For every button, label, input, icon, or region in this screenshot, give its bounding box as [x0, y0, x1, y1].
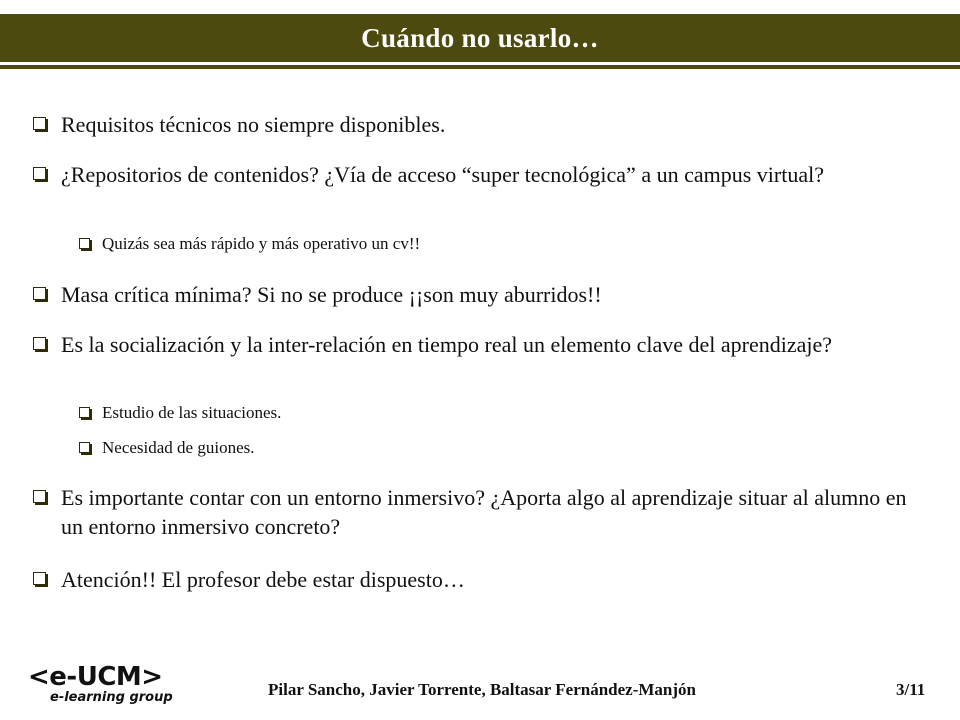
- square-bullet-icon: [33, 287, 46, 300]
- square-bullet-icon: [79, 442, 90, 453]
- footer-authors: Pilar Sancho, Javier Torrente, Baltasar Fernández-Manjón: [268, 680, 696, 699]
- slide-title: Cuándo no usarlo…: [361, 22, 599, 53]
- bullet-item: [33, 160, 913, 189]
- bullet-text: Es importante contar con un entorno inmersivo? ¿Aporta algo al aprendizaje situar al alumno en un entorno inmersivo concreto?: [61, 485, 907, 539]
- bullet-item: [33, 483, 913, 541]
- sub-bullet-item: [79, 401, 899, 425]
- sub-bullet-text: Necesidad de guiones.: [102, 438, 255, 457]
- bullet-item: [33, 110, 913, 139]
- square-bullet-icon: [33, 337, 46, 350]
- bullet-text: Es la socialización y la inter-relación en tiempo real un elemento clave del aprendizaje?: [61, 332, 833, 357]
- sub-bullet-item: [79, 436, 899, 460]
- square-bullet-icon: [79, 238, 90, 249]
- page-number: 3/11: [896, 680, 926, 699]
- sub-bullet-item: [79, 232, 899, 256]
- sub-bullet-text: Quizás sea más rápido y más operativo un cv!!: [102, 234, 421, 253]
- eucm-logo: [28, 662, 173, 710]
- bullet-item: [33, 280, 913, 309]
- bullet-text: Requisitos técnicos no siempre disponibles.: [61, 112, 446, 137]
- bullet-text: ¿Repositorios de contenidos? ¿Vía de acceso “super tecnológica” a un campus virtual?: [61, 162, 824, 187]
- logo-main-text: <e-UCM>: [28, 662, 163, 692]
- bullet-item: [33, 565, 913, 594]
- square-bullet-icon: [33, 572, 46, 585]
- sub-bullet-text: Estudio de las situaciones.: [102, 403, 282, 422]
- logo-sub-text: e-learning group: [50, 690, 173, 705]
- square-bullet-icon: [33, 167, 46, 180]
- square-bullet-icon: [33, 490, 46, 503]
- square-bullet-icon: [33, 117, 46, 130]
- bullet-text: Masa crítica mínima? Si no se produce ¡¡son muy aburridos!!: [61, 282, 602, 307]
- bullet-item: [33, 330, 913, 359]
- bullet-text: Atención!! El profesor debe estar dispuesto…: [61, 567, 465, 592]
- square-bullet-icon: [79, 407, 90, 418]
